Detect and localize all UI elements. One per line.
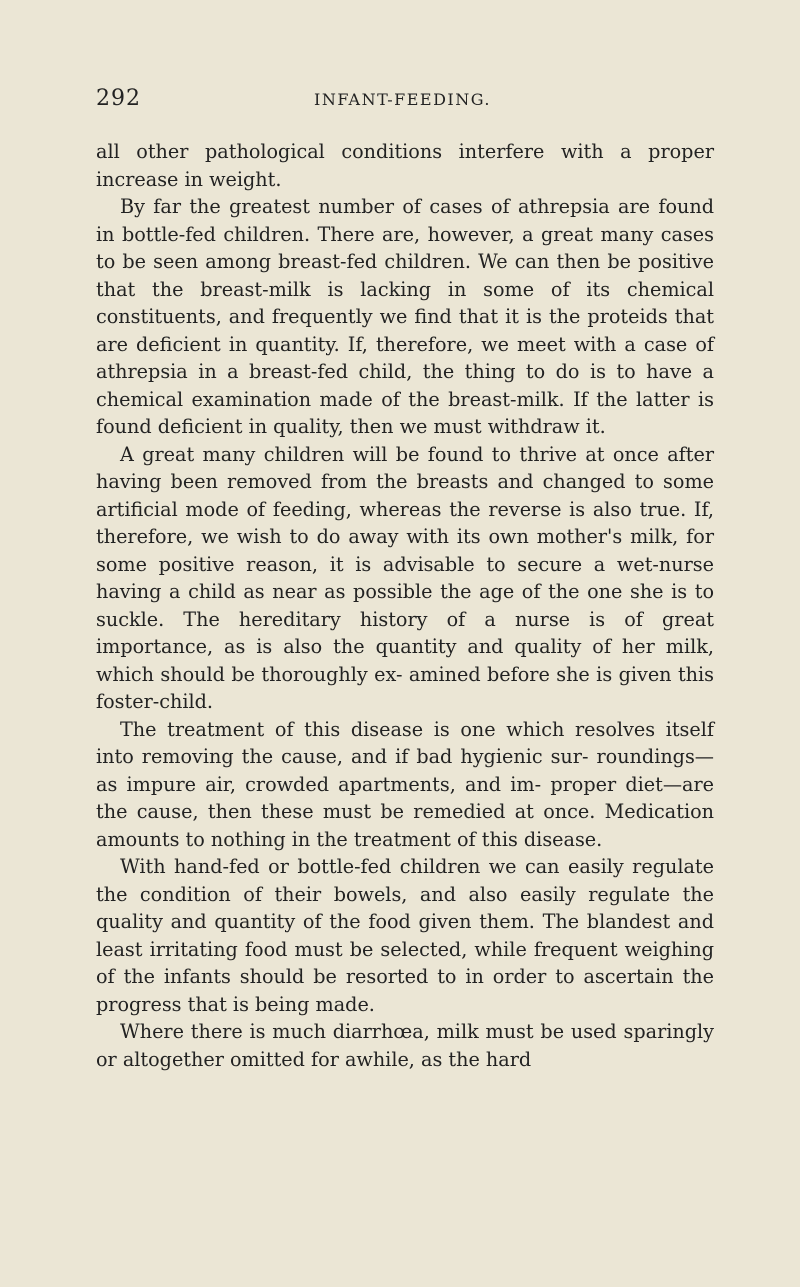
paragraph: Where there is much diarrhœa, milk must be used sparingly or altogether omitted for awhile, as the hard (96, 1020, 714, 1071)
paragraph-continued: all other pathological conditions interfere with a proper increase in weight. (96, 140, 714, 191)
paragraph: With hand-fed or bottle-fed children we can easily regulate the condition of their bowels, and also easily regulate the quality and quantity of the food given them. The blandest and least irritating food must be selected, while frequent weighing of the infants should be resorted to in order to ascertain the progress that is being made. (96, 855, 714, 1016)
page-number: 292 (96, 86, 141, 111)
body-text (96, 138, 714, 1073)
paragraph: By far the greatest number of cases of athrepsia are found in bottle-fed children. There are, however, a great many cases to be seen among breast-fed children. We can then be positive that the breast-milk is lacking in some of its chemical constituents, and frequently we find that it is the proteids that are deficient in quantity. If, therefore, we meet with a case of athrepsia in a breast-fed child, the thing to do is to have a chemical examination made of the breast-milk. If the latter is found deficient in quality, then we must withdraw it. (96, 195, 714, 438)
paragraph: The treatment of this disease is one which resolves itself into removing the cause, and if bad hygienic sur- roundings—as impure air, crowded apartments, and im- proper diet—are the cause, then these must be remedied at once. Medication amounts to nothing in the treatment of this disease. (96, 717, 714, 851)
paragraph: A great many children will be found to thrive at once after having been removed from the breasts and changed to some artificial mode of feeding, whereas the reverse is also true. If, therefore, we wish to do away with its own mother's milk, for some positive reason, it is advisable to secure a wet-nurse having a child as near as possible the age of the one she is to suckle. The hereditary history of a nurse is of great importance, as is also the quantity and quality of her milk, which should be thoroughly ex- amined before she is given this foster-child. (96, 442, 714, 713)
page-header (96, 86, 716, 116)
running-title: INFANT-FEEDING. (314, 90, 492, 109)
